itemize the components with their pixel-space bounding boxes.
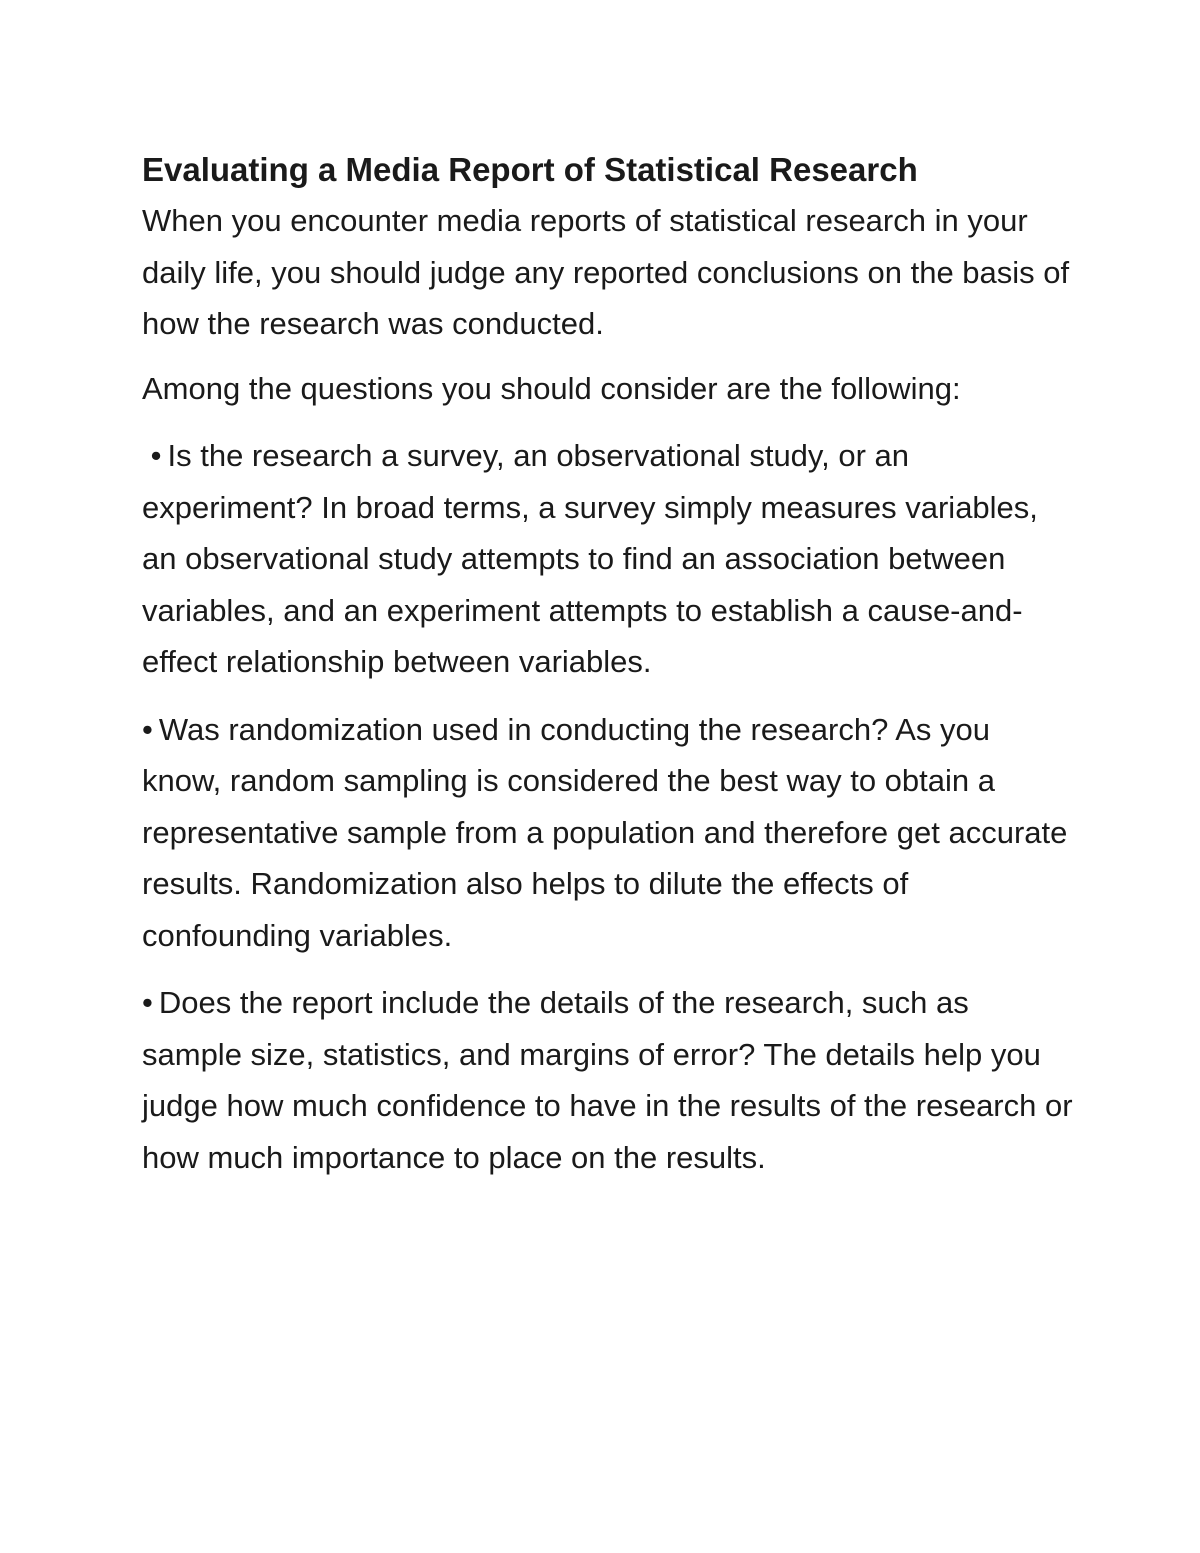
bullet-icon: • [142,711,153,747]
bullet-item-details [142,977,1077,1183]
bullet-item-survey-type [142,430,1077,688]
bullet-icon: • [150,438,162,473]
document-title: Evaluating a Media Report of Statistical Research [142,151,918,188]
bullet-text: Does the report include the details of the research, such as sample size, statistics, and margins of error? The details help you judge how much confidence to have in the results of the research or how much importance to place on the results. [142,985,1073,1175]
document-body [142,144,1077,1199]
bullet-text: Was randomization used in conducting the research? As you know, random sampling is considered the best way to obtain a representative sample from a population and therefore get accurate results. Randomization also helps to dilute the effects of confounding variables. [142,711,1068,953]
bullet-list [142,430,1077,1183]
lead-in-paragraph: Among the questions you should consider are the following: [142,370,961,406]
intro-paragraph: When you encounter media reports of statistical research in your daily life, you should judge any reported conclusions on the basis of how the research was conducted. [142,203,1070,341]
bullet-item-randomization [142,704,1077,962]
bullet-icon: • [142,985,153,1020]
bullet-text: Is the research a survey, an observational study, or an experiment? In broad terms, a survey simply measures variables, an observational study attempts to find an association between variables, and an experiment attempts to establish a cause-and-effect relationship between variables. [142,438,1038,679]
